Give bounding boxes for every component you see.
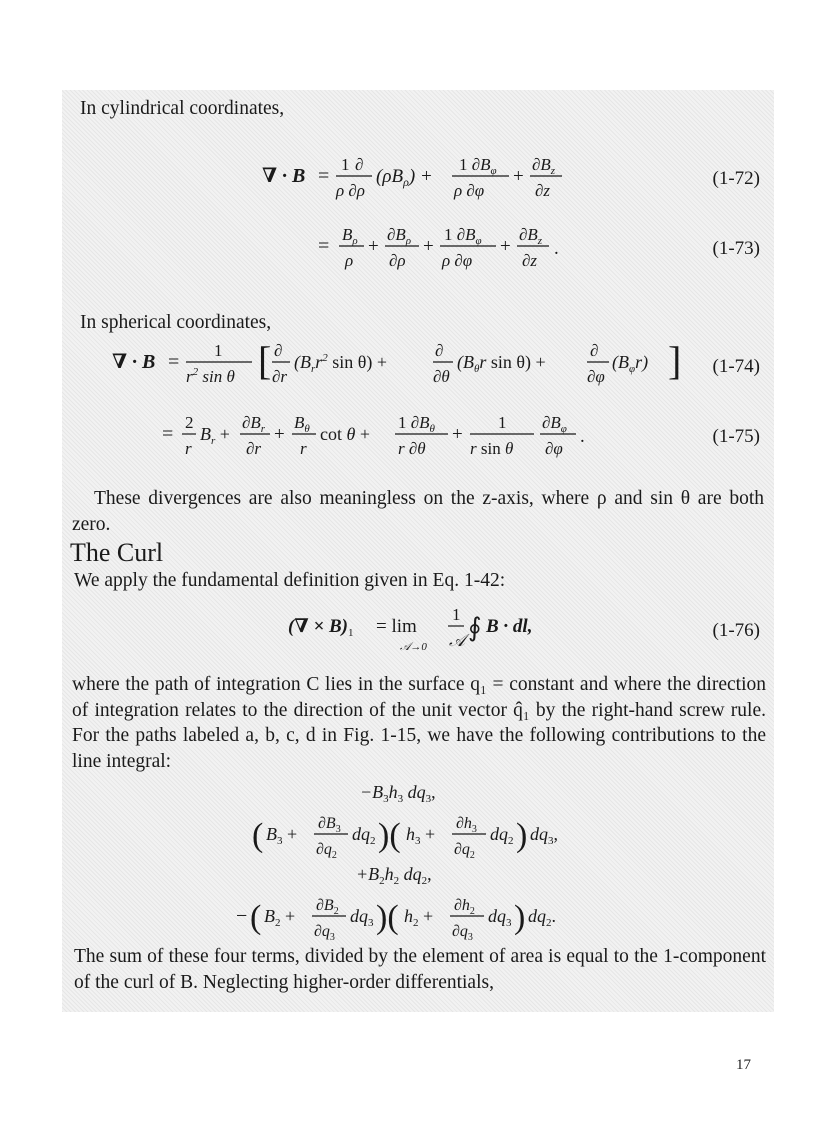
svg-text:∂: ∂ [590, 341, 599, 360]
svg-text:B3 +: $B_3$ + [266, 824, 298, 847]
svg-text:r: r [300, 439, 307, 458]
svg-text:dq2: $dq_2$ [352, 824, 376, 847]
svg-text:∇ · B: ∇ · B [112, 351, 156, 373]
svg-text:.: . [580, 426, 585, 447]
intro-cylindrical: In cylindrical coordinates, [80, 98, 285, 119]
sum-description: The sum of these four terms, divided by the element of area is equal to the 1-component of the curl of B. Neglecting higher-order differentials, [74, 946, 766, 993]
svg-text:=: = [318, 235, 330, 257]
svg-text:.: . [554, 238, 559, 259]
svg-text:∂: ∂ [435, 341, 444, 360]
svg-text:]: ] [668, 338, 682, 383]
svg-text:[: [ [258, 338, 272, 383]
svg-text:dq2.: $dq_2$. [528, 906, 556, 929]
svg-text:+: + [368, 236, 379, 257]
svg-text:∂: ∂ [355, 155, 364, 174]
scanned-page [62, 90, 774, 1012]
svg-text:dq2: $dq_2$ [490, 824, 514, 847]
equation-1-72 [262, 150, 602, 206]
svg-text:(Bφr): $(B_\varphi r)$ [612, 352, 649, 375]
svg-text:ρ ∂φ: ρ ∂φ [442, 251, 473, 270]
svg-text:∂r: ∂r [272, 367, 288, 386]
svg-text:): ) [516, 817, 528, 854]
svg-text:h2 +: $h_2$ + [404, 906, 434, 929]
svg-text:∂h3: $\partial h_3$ [456, 815, 477, 835]
svg-text:r ∂θ: r ∂θ [398, 439, 426, 458]
equation-1-74 [112, 336, 692, 392]
svg-text:∂Bz: $\partial B_z$ [532, 155, 556, 177]
contribution-b [252, 808, 632, 864]
svg-text:+: + [274, 424, 285, 445]
svg-text:+B2h2 dq2,: $+B_2h_2$ $dq_2$, [356, 864, 432, 887]
svg-text:∂r: ∂r [246, 439, 262, 458]
svg-text:ρ ∂φ: ρ ∂φ [454, 181, 485, 200]
svg-text:∂: ∂ [274, 341, 283, 360]
svg-text:∂z: ∂z [535, 181, 551, 200]
svg-text:∂B2: $\partial B_2$ [316, 897, 339, 917]
equation-number-1-72: (1-72) [712, 168, 760, 189]
svg-text:∂φ: ∂φ [587, 367, 605, 386]
svg-text:dq3,: $dq_3$, [530, 824, 558, 847]
svg-text:−: − [236, 905, 248, 927]
svg-text:Bρ: $B_\rho$ [342, 225, 358, 247]
svg-text:∂Bz: $\partial B_z$ [519, 225, 543, 247]
contribution-a [360, 778, 490, 808]
svg-text:∂q3: $\partial q_3$ [452, 923, 473, 943]
svg-text:1 ∂Bφ: 1 $\partial B_\varphi$ [444, 225, 482, 247]
equation-number-1-73: (1-73) [712, 238, 760, 259]
svg-text:∂h2: $\partial h_2$ [454, 897, 475, 917]
svg-text:1 ∂Bφ: 1 $\partial B_\varphi$ [459, 155, 497, 177]
svg-text:=: = [168, 351, 180, 373]
svg-text:∂φ: ∂φ [545, 439, 563, 458]
svg-text:∂q3: $\partial q_3$ [314, 923, 335, 943]
svg-text:r: r [185, 439, 192, 458]
svg-text:(Bθr sin θ) +: ($B_\theta r$ sin θ) + [457, 352, 546, 375]
svg-text:ρ: ρ [345, 251, 354, 270]
svg-text:∂Bρ: $\partial B_\rho$ [387, 225, 412, 247]
svg-text:−B3h3 dq3,: $-B_3h_3$ $dq_3$, [360, 782, 436, 805]
svg-text:∂q2: $\partial q_2$ [316, 841, 337, 861]
svg-text:r sin θ: r sin θ [470, 439, 514, 458]
path-description: where the path of integration C lies in the surface q₁ = constant and where the direction of integration relates to the direction of the unit vector q̂₁ by the right-hand screw rule. For the paths labeled a, b, c, d in Fig. 1-15, we have the following contributions to the line integral: [72, 674, 766, 772]
svg-text:1: 1 [452, 605, 461, 624]
svg-text:(: ( [250, 899, 262, 936]
svg-text:𝒜: 𝒜 [449, 631, 466, 650]
svg-text:1: 1 [498, 413, 507, 432]
equation-1-76 [288, 600, 588, 656]
svg-text:∂ρ: ∂ρ [389, 251, 406, 270]
svg-text:)(: )( [376, 899, 399, 936]
equation-number-1-74: (1-74) [712, 356, 760, 377]
svg-text:(Brr2 sin θ) +: ($B_rr^2$ sin θ) + [294, 352, 388, 375]
equation-1-75 [162, 408, 642, 464]
contribution-c [356, 860, 486, 890]
svg-text:)(: )( [378, 817, 401, 854]
svg-text:B · dl,: B · dl, [486, 616, 533, 637]
svg-text:∇ · B: ∇ · B [262, 165, 306, 187]
svg-text:∮: ∮ [468, 613, 482, 642]
svg-text:(∇ × B)1: (∇ × $B)_1$ [288, 616, 354, 639]
svg-text:1: 1 [214, 341, 223, 360]
svg-text:h3 +: $h_3$ + [406, 824, 436, 847]
intro-spherical: In spherical coordinates, [80, 312, 272, 333]
svg-text:1 ∂Bθ: 1 $\partial B_\theta$ [398, 413, 435, 435]
svg-text:∂Bφ: $\partial B_\varphi$ [542, 413, 567, 435]
svg-text:Br +: $B_r$ + [200, 424, 230, 447]
svg-text:∂B3: $\partial B_3$ [318, 815, 341, 835]
svg-text:=: = [162, 423, 174, 445]
svg-text:2: 2 [185, 413, 194, 432]
svg-text:dq3: $dq_3$ [350, 906, 374, 929]
equation-number-1-76: (1-76) [712, 620, 760, 641]
equation-1-73 [318, 220, 608, 276]
svg-text:r2 sin θ: $r^2$ sin θ [186, 366, 235, 386]
svg-text:+: + [423, 236, 434, 257]
svg-text:+: + [500, 236, 511, 257]
svg-text:+: + [452, 424, 463, 445]
svg-text:1: 1 [341, 155, 350, 174]
page-number: 17 [736, 1057, 751, 1073]
divergence-note: These divergences are also meaningless on the z-axis, where ρ and sin θ are both zero. [72, 488, 764, 535]
svg-text:ρ ∂ρ: ρ ∂ρ [336, 181, 365, 200]
svg-text:+: + [513, 166, 524, 187]
svg-text:∂θ: ∂θ [433, 367, 450, 386]
svg-text:dq3: $dq_3$ [488, 906, 512, 929]
svg-text:Bθ: $B_\theta$ [294, 413, 310, 435]
svg-text:B2 +: $B_2$ + [264, 906, 296, 929]
svg-text:=: = [318, 165, 330, 187]
svg-text:(: ( [252, 817, 264, 854]
svg-text:= lim: = lim [376, 616, 417, 637]
apply-definition-text: We apply the fundamental definition given in Eq. 1-42: [74, 570, 506, 591]
svg-text:): ) [514, 899, 526, 936]
svg-text:𝒜→0: 𝒜→0 [400, 641, 427, 653]
contribution-d [236, 890, 636, 946]
equation-number-1-75: (1-75) [712, 426, 760, 447]
svg-text:(ρBρ) +: $(\rho B_\rho)$ + [376, 166, 433, 189]
svg-text:cot θ +: cot θ + [320, 424, 370, 444]
svg-text:∂z: ∂z [522, 251, 538, 270]
svg-text:∂q2: $\partial q_2$ [454, 841, 475, 861]
section-title: The Curl [70, 538, 164, 567]
svg-text:∂Br: $\partial B_r$ [242, 413, 266, 435]
